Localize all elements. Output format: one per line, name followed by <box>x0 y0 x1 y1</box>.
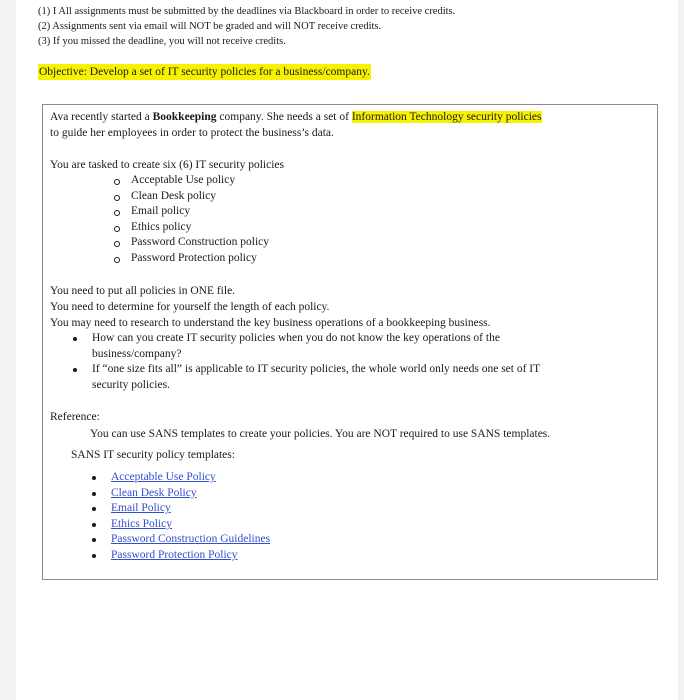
reference-label: Reference: <box>50 411 100 423</box>
task-intro: You are tasked to create six (6) IT security policies <box>50 159 284 171</box>
instruction-line: You may need to research to understand the key business operations of a bookkeeping business. <box>50 317 491 329</box>
link-email-policy[interactable]: Email Policy <box>111 502 171 515</box>
rule-line: (2) Assignments sent via email will NOT be graded and will NOT receive credits. <box>38 21 382 32</box>
intro-bold: Bookkeeping <box>152 111 217 123</box>
rule-line: (1) I All assignments must be submitted by the deadlines via Blackboard in order to receive credits. <box>38 6 456 17</box>
intro-highlight: Information Technology security policies <box>351 111 542 123</box>
list-item: Email policy <box>131 204 269 220</box>
link-password-protection-policy[interactable]: Password Protection Policy <box>111 548 238 561</box>
intro-line-1 <box>50 109 542 125</box>
templates-label: SANS IT security policy templates: <box>71 449 235 461</box>
list-item <box>92 331 540 362</box>
list-item: Password Construction policy <box>131 235 269 251</box>
list-item <box>111 470 270 486</box>
intro-line-2: to guide her employees in order to protect the business’s data. <box>50 127 334 139</box>
link-acceptable-use-policy[interactable]: Acceptable Use Policy <box>111 471 216 483</box>
list-item: Clean Desk policy <box>131 189 269 205</box>
question-text: security policies. <box>92 378 170 391</box>
question-text: How can you create IT security policies when you do not know the key operations of the <box>92 332 500 344</box>
policy-list <box>131 173 269 267</box>
template-links <box>111 470 270 564</box>
list-item <box>111 532 270 548</box>
list-item <box>111 517 270 533</box>
intro-text: Ava recently started a <box>50 111 153 123</box>
list-item <box>111 548 270 564</box>
link-clean-desk-policy[interactable]: Clean Desk Policy <box>111 486 197 499</box>
instruction-line: You need to determine for yourself the length of each policy. <box>50 301 330 313</box>
objective-highlight: Objective: Develop a set of IT security policies for a business/company. <box>39 66 370 78</box>
assignment-box <box>42 104 658 580</box>
link-password-construction-guidelines[interactable]: Password Construction Guidelines <box>111 533 271 546</box>
list-item <box>111 501 270 517</box>
reference-text: You can use SANS templates to create your policies. You are NOT required to use SANS templates. <box>90 428 551 440</box>
instruction-line: You need to put all policies in ONE file. <box>50 285 236 297</box>
question-text: business/company? <box>92 347 182 360</box>
submission-rules <box>38 4 455 49</box>
list-item <box>92 362 540 393</box>
question-text: If “one size fits all” is applicable to IT security policies, the whole world only needs one set of IT <box>92 363 541 375</box>
rule-line: (3) If you missed the deadline, you will not receive credits. <box>38 36 286 47</box>
list-item: Password Protection policy <box>131 251 269 267</box>
list-item <box>111 486 270 502</box>
intro-text: company. She needs a set of <box>216 111 352 123</box>
list-item: Ethics policy <box>131 220 269 236</box>
link-ethics-policy[interactable]: Ethics Policy <box>111 517 173 530</box>
question-list <box>92 331 540 393</box>
list-item: Acceptable Use policy <box>131 173 269 189</box>
